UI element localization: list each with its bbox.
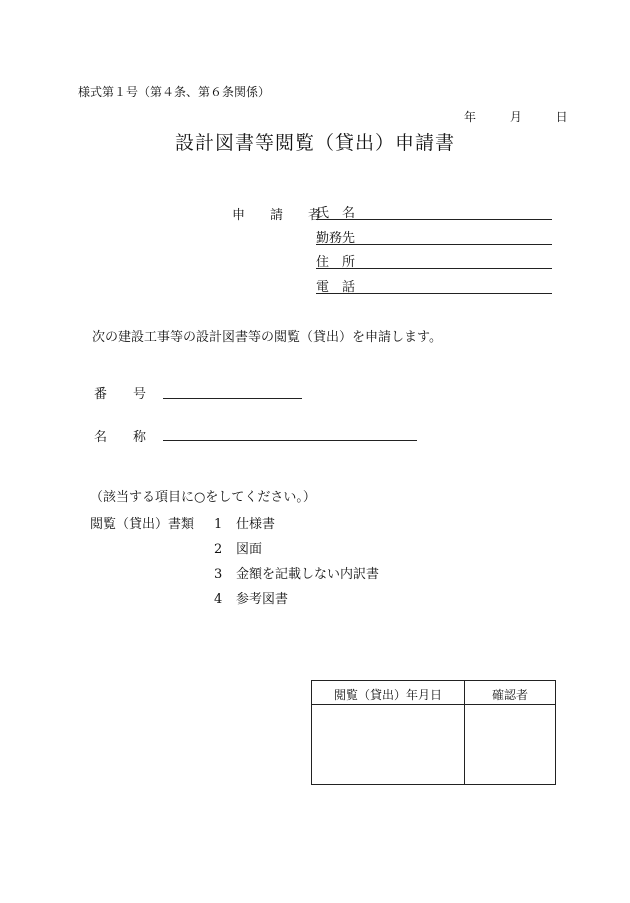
confirmer-header: 確認者 <box>491 688 528 702</box>
selection-note: （該当する項目に○をしてください。） <box>90 490 316 505</box>
date-month: 月 <box>509 110 522 124</box>
option-label: 図面 <box>236 542 263 557</box>
applicant-workplace-field[interactable] <box>316 227 552 245</box>
option-specifications[interactable] <box>214 513 275 532</box>
option-number: 1 <box>214 517 223 532</box>
option-reference-books[interactable] <box>214 588 288 607</box>
option-label: 仕様書 <box>236 517 276 532</box>
applicant-workplace-line <box>316 244 552 245</box>
applicant-name-line <box>316 219 552 220</box>
option-drawings[interactable] <box>214 538 262 557</box>
applicant-phone-line <box>316 293 552 294</box>
applicant-address-line <box>316 268 552 269</box>
confirmation-table <box>311 680 556 785</box>
option-number: 4 <box>214 592 223 607</box>
intro-text: 次の建設工事等の設計図書等の閲覧（貸出）を申請します。 <box>92 330 442 345</box>
project-name-line[interactable] <box>163 439 417 441</box>
lending-date-cell[interactable] <box>312 705 464 784</box>
applicant-name-field[interactable] <box>316 202 552 220</box>
applicant-address-field[interactable] <box>316 251 552 269</box>
option-itemized-statement[interactable] <box>214 563 379 582</box>
applicant-name-label: 氏 名 <box>316 206 356 221</box>
page-title: 設計図書等閲覧（貸出）申請書 <box>174 132 455 154</box>
date-year: 年 <box>464 110 477 124</box>
project-number-line[interactable] <box>163 397 302 399</box>
date-line <box>464 108 568 125</box>
form-number: 様式第１号（第４条、第６条関係） <box>78 85 271 99</box>
applicant-label: 申 請 者 <box>232 208 328 223</box>
applicant-phone-label: 電 話 <box>316 280 356 295</box>
project-number-label: 番 号 <box>94 387 147 402</box>
applicant-workplace-label: 勤務先 <box>316 231 356 246</box>
lending-date-header: 閲覧（貸出）年月日 <box>333 688 442 702</box>
project-name-label: 名 称 <box>94 430 147 445</box>
option-label: 参考図書 <box>236 592 289 607</box>
date-day: 日 <box>555 110 568 124</box>
applicant-address-label: 住 所 <box>316 255 356 270</box>
option-number: 3 <box>214 567 223 582</box>
document-type-label: 閲覧（貸出）書類 <box>90 517 195 532</box>
option-label: 金額を記載しない内訳書 <box>236 567 380 582</box>
option-number: 2 <box>214 542 223 557</box>
applicant-phone-field[interactable] <box>316 276 552 294</box>
confirmer-cell[interactable] <box>465 705 555 784</box>
